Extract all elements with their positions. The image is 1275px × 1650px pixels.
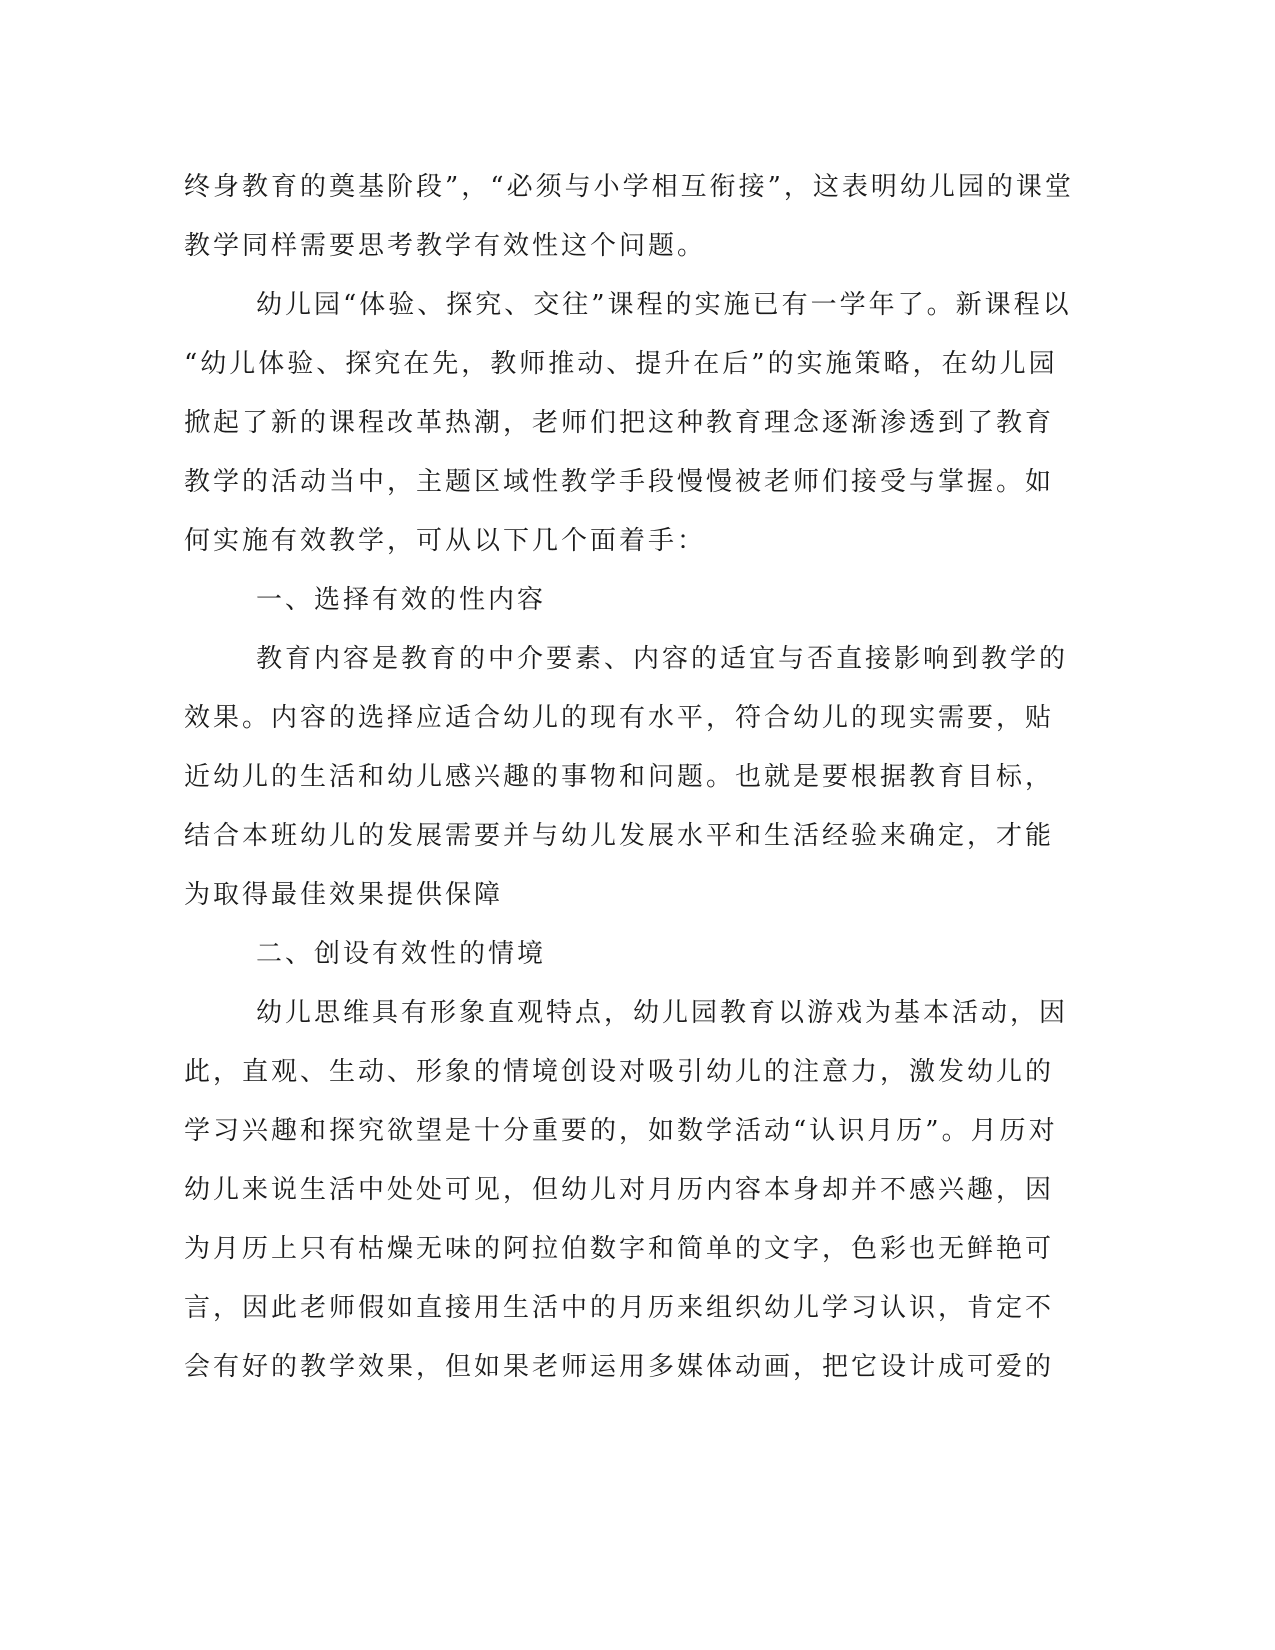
text-line: 学习兴趣和探究欲望是十分重要的，如数学活动“认识月历”。月历对 (184, 1116, 1058, 1146)
text-line: 教学同样需要思考教学有效性这个问题。 (184, 231, 707, 261)
section-heading: 二、创设有效性的情境 (256, 939, 547, 969)
text-line: 幼儿来说生活中处处可见，但幼儿对月历内容本身却并不感兴趣，因 (184, 1175, 1055, 1205)
text-line: 结合本班幼儿的发展需要并与幼儿发展水平和生活经验来确定，才能 (184, 821, 1055, 851)
text-line: 幼儿思维具有形象直观特点，幼儿园教育以游戏为基本活动，因 (256, 998, 1069, 1028)
text-line: 此，直观、生动、形象的情境创设对吸引幼儿的注意力，激发幼儿的 (184, 1057, 1055, 1087)
text-line: 效果。内容的选择应适合幼儿的现有水平，符合幼儿的现实需要，贴 (184, 703, 1055, 733)
text-line: 为取得最佳效果提供保障 (184, 880, 504, 910)
text-line: 何实施有效教学，可从以下几个面着手： (184, 526, 707, 556)
text-line: 近幼儿的生活和幼儿感兴趣的事物和问题。也就是要根据教育目标， (184, 762, 1055, 792)
text-line: 言，因此老师假如直接用生活中的月历来组织幼儿学习认识，肯定不 (184, 1293, 1055, 1323)
text-line: 掀起了新的课程改革热潮，老师们把这种教育理念逐渐渗透到了教育 (184, 408, 1055, 438)
text-line: 会有好的教学效果，但如果老师运用多媒体动画，把它设计成可爱的 (184, 1352, 1055, 1382)
text-line: 教学的活动当中，主题区域性教学手段慢慢被老师们接受与掌握。如 (184, 467, 1055, 497)
text-line: 幼儿园“体验、探究、交往”课程的实施已有一学年了。新课程以 (256, 290, 1072, 320)
section-heading: 一、选择有效的性内容 (256, 585, 547, 615)
text-line: 终身教育的奠基阶段”，“必须与小学相互衔接”，这表明幼儿园的课堂 (184, 172, 1074, 202)
text-line: 教育内容是教育的中介要素、内容的适宜与否直接影响到教学的 (256, 644, 1069, 674)
text-line: 为月历上只有枯燥无味的阿拉伯数字和简单的文字，色彩也无鲜艳可 (184, 1234, 1055, 1264)
text-line: “幼儿体验、探究在先，教师推动、提升在后”的实施策略，在幼儿园 (184, 349, 1058, 379)
document-body (184, 158, 1074, 1397)
